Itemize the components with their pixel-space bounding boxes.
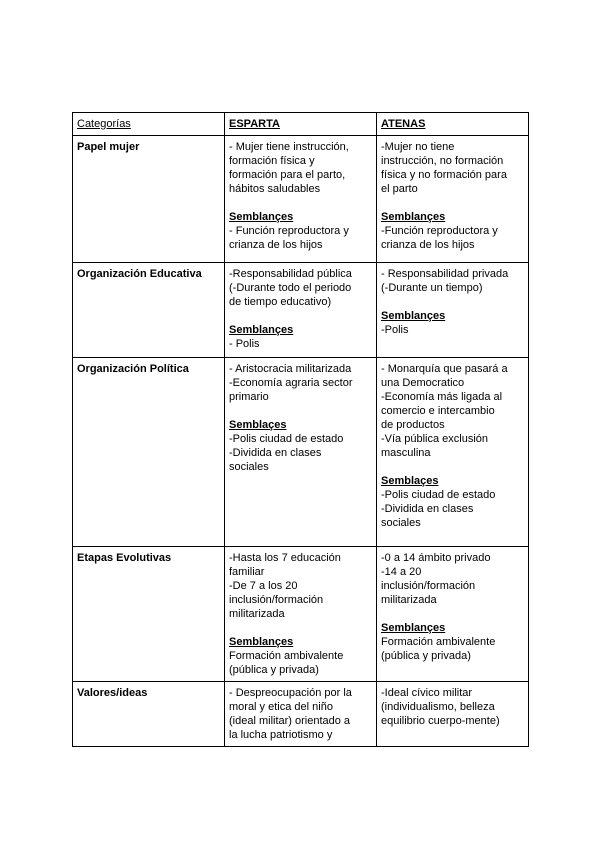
atenas-text: - Responsabilidad privada (-Durante un tiempo) — [381, 268, 509, 294]
esparta-subtext: Formación ambivalente (pública y privada) — [229, 650, 344, 676]
category-cell — [73, 358, 225, 547]
esparta-subtitle: Semblançes — [229, 636, 294, 648]
category-label: Valores/ideas — [77, 687, 148, 699]
esparta-text: -Responsabilidad pública (-Durante todo el periodo de tiempo educativo) — [229, 268, 352, 308]
atenas-cell — [377, 358, 529, 547]
comparison-table — [72, 112, 529, 747]
header-cell-esparta — [225, 113, 377, 136]
category-cell — [73, 136, 225, 263]
esparta-cell — [225, 547, 377, 682]
atenas-text: -Mujer no tiene instrucción, no formación física y no formación para el parto — [381, 141, 507, 195]
category-label: Organización Política — [77, 363, 189, 375]
atenas-text: -0 a 14 ámbito privado -14 a 20 inclusión/formación militarizada — [381, 552, 491, 606]
category-cell — [73, 547, 225, 682]
atenas-text: -Ideal cívico militar (individualismo, belleza equilibrio cuerpo-mente) — [381, 687, 500, 727]
atenas-cell — [377, 263, 529, 358]
table-row — [73, 358, 529, 547]
atenas-subtitle: Semblançes — [381, 211, 446, 223]
esparta-subtitle: Semblançes — [229, 324, 294, 336]
atenas-subtext: -Polis ciudad de estado -Dividida en clases sociales — [381, 489, 496, 529]
esparta-cell — [225, 358, 377, 547]
atenas-text: - Monarquía que pasará a una Democratico -Economía más ligada al comercio e intercambio de productos -Vía pública exclusión masculina — [381, 363, 508, 459]
header-esparta: ESPARTA — [229, 118, 280, 130]
atenas-cell — [377, 547, 529, 682]
category-label: Papel mujer — [77, 141, 140, 153]
esparta-cell — [225, 263, 377, 358]
esparta-subtext: - Polis — [229, 338, 260, 350]
header-cell-atenas — [377, 113, 529, 136]
category-label: Etapas Evolutivas — [77, 552, 172, 564]
atenas-cell — [377, 136, 529, 263]
atenas-subtext: -Función reproductora y crianza de los hijos — [381, 225, 498, 251]
category-cell — [73, 682, 225, 747]
table-row — [73, 547, 529, 682]
atenas-subtitle: Semblançes — [381, 310, 446, 322]
table-header-row — [73, 113, 529, 136]
esparta-text: - Despreocupación por la moral y etica del niño (ideal militar) orientado a la lucha patriotismo y — [229, 687, 352, 741]
esparta-cell — [225, 136, 377, 263]
atenas-cell — [377, 682, 529, 747]
header-categorias: Categorías — [77, 118, 131, 130]
esparta-subtitle: Semblaçes — [229, 419, 287, 431]
esparta-text: - Aristocracia militarizada -Economía agraria sector primario — [229, 363, 353, 403]
atenas-subtitle: Semblaçes — [381, 475, 439, 487]
atenas-subtext: -Polis — [381, 324, 409, 336]
atenas-subtext: Formación ambivalente (pública y privada) — [381, 636, 496, 662]
esparta-cell — [225, 682, 377, 747]
atenas-subtitle: Semblançes — [381, 622, 446, 634]
table-row — [73, 682, 529, 747]
esparta-subtext: - Función reproductora y crianza de los hijos — [229, 225, 349, 251]
esparta-text: -Hasta los 7 educación familiar -De 7 a los 20 inclusión/formación militarizada — [229, 552, 341, 620]
table-row — [73, 263, 529, 358]
category-label: Organización Educativa — [77, 268, 202, 280]
header-cell-categorias — [73, 113, 225, 136]
header-atenas: ATENAS — [381, 118, 426, 130]
esparta-subtext: -Polis ciudad de estado -Dividida en clases sociales — [229, 433, 344, 473]
table-row — [73, 136, 529, 263]
esparta-subtitle: Semblançes — [229, 211, 294, 223]
category-cell — [73, 263, 225, 358]
esparta-text: - Mujer tiene instrucción, formación física y formación para el parto, hábitos saludables — [229, 141, 349, 195]
